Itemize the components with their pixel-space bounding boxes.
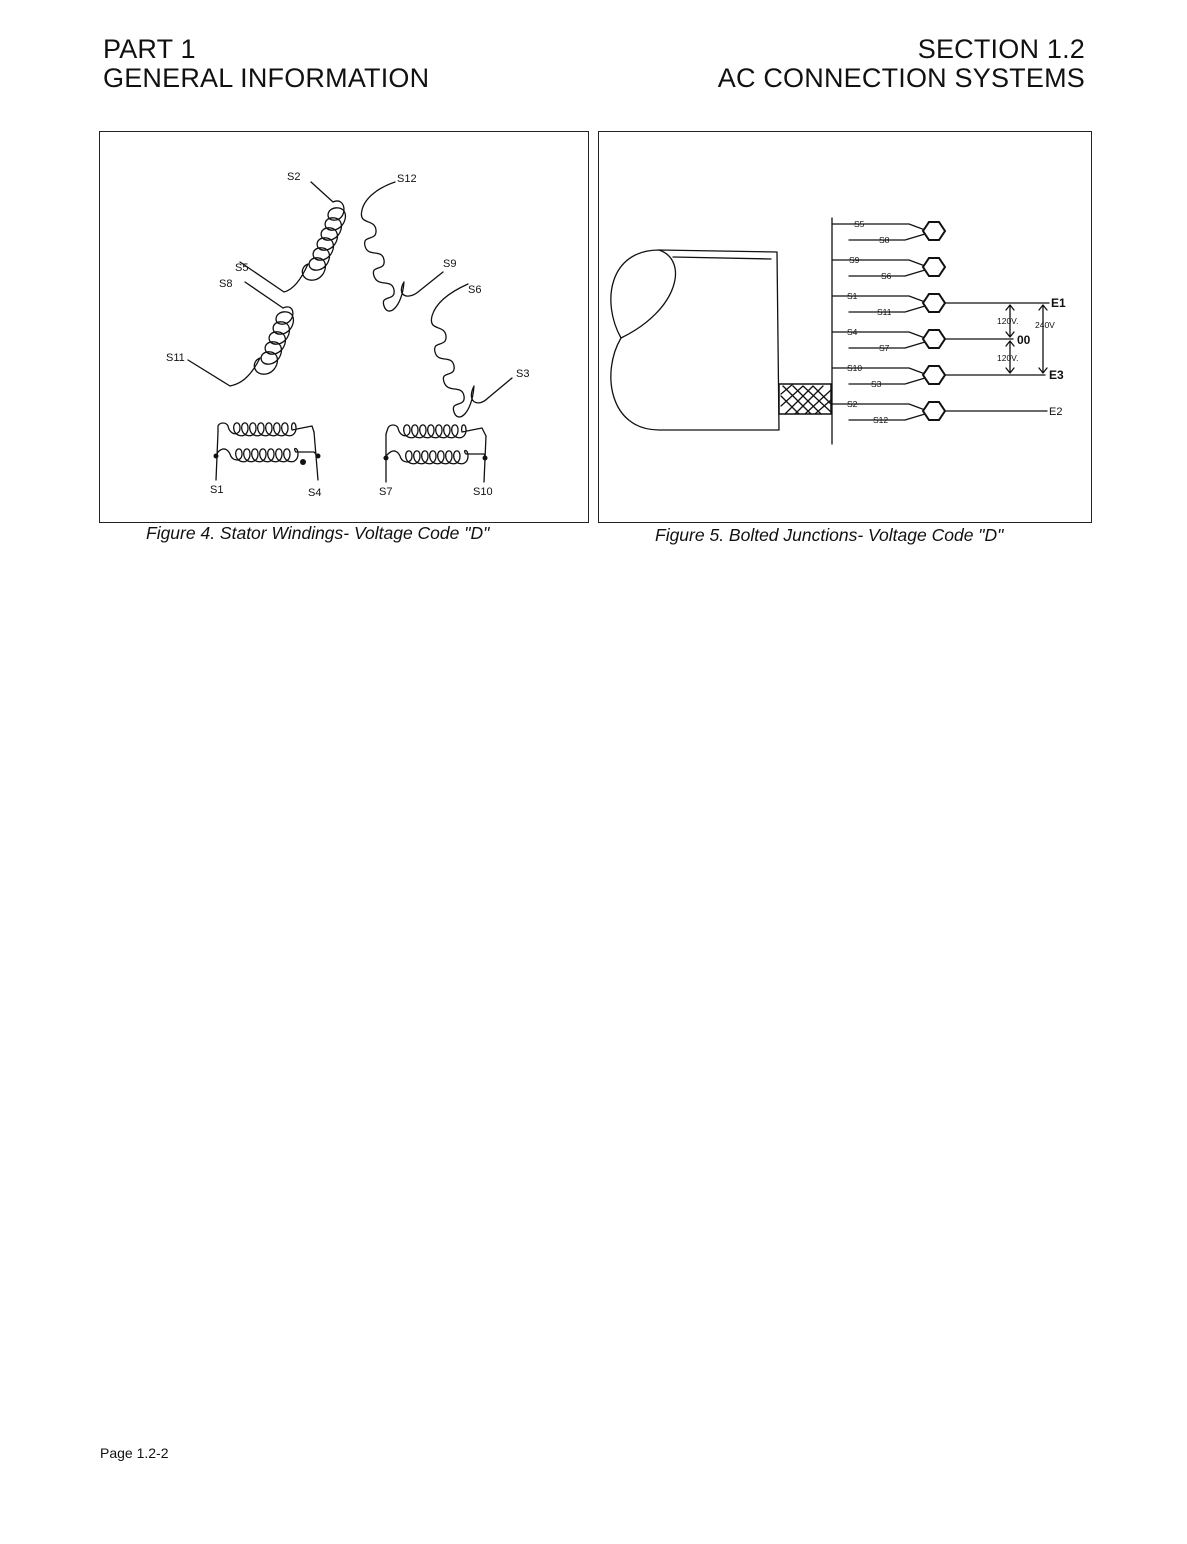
bolt-6 bbox=[923, 402, 945, 420]
bolt-4 bbox=[923, 330, 945, 348]
part-title: GENERAL INFORMATION bbox=[103, 63, 430, 93]
figure-4-stator-windings bbox=[99, 131, 589, 523]
label-s3: S3 bbox=[516, 368, 530, 380]
winding-s7-s10-top bbox=[386, 425, 486, 438]
junction-dot bbox=[316, 454, 321, 459]
winding-s12-s9 bbox=[361, 182, 443, 311]
lead-label-s8: S8 bbox=[879, 235, 890, 245]
header-section bbox=[718, 35, 1085, 93]
lead-label-s3: S3 bbox=[871, 379, 882, 389]
page-number: Page 1.2-2 bbox=[100, 1445, 169, 1461]
lead-label-s5: S5 bbox=[854, 219, 865, 229]
label-s6: S6 bbox=[468, 284, 482, 296]
voltage-240v: 240V bbox=[1035, 320, 1055, 330]
bolted-junctions-diagram bbox=[599, 132, 1093, 524]
winding-s7-s10-bottom bbox=[384, 451, 486, 464]
label-s4: S4 bbox=[308, 487, 322, 499]
winding-s8-s11 bbox=[188, 282, 293, 386]
lead-label-s6: S6 bbox=[881, 271, 892, 281]
voltage-120v-upper: 120V. bbox=[997, 316, 1019, 326]
housing-highlight bbox=[673, 257, 771, 259]
section-number: SECTION 1.2 bbox=[917, 34, 1085, 64]
section-title: AC CONNECTION SYSTEMS bbox=[717, 63, 1085, 93]
stator-windings-diagram bbox=[100, 132, 590, 524]
bolt-1 bbox=[923, 222, 945, 240]
lead-label-s12: S12 bbox=[873, 415, 889, 425]
bolt-2 bbox=[923, 258, 945, 276]
junction-dot bbox=[214, 454, 219, 459]
label-s8: S8 bbox=[219, 278, 233, 290]
header-part bbox=[103, 35, 429, 93]
arrow-240v bbox=[1039, 305, 1047, 373]
label-s9: S9 bbox=[443, 258, 457, 270]
lead-label-s2: S2 bbox=[847, 399, 858, 409]
lead-label-s11: S11 bbox=[877, 307, 892, 317]
part-number: PART 1 bbox=[103, 34, 196, 64]
bolt-3 bbox=[923, 294, 945, 312]
label-s11: S11 bbox=[166, 352, 185, 364]
figure-5-caption: Figure 5. Bolted Junctions- Voltage Code "D" bbox=[655, 525, 1004, 545]
lead-label-s9: S9 bbox=[849, 255, 860, 265]
label-s5: S5 bbox=[235, 262, 249, 274]
winding-s6-s3 bbox=[431, 284, 512, 417]
label-s12: S12 bbox=[397, 173, 417, 185]
lead-label-s7: S7 bbox=[879, 343, 890, 353]
bolt-5 bbox=[923, 366, 945, 384]
figure-4-caption: Figure 4. Stator Windings- Voltage Code "D" bbox=[146, 523, 490, 543]
lead-label-s10: S10 bbox=[847, 363, 863, 373]
terminal-e2: E2 bbox=[1049, 406, 1063, 418]
winding-s1-s4-top bbox=[218, 423, 314, 436]
winding-s2-s5 bbox=[240, 182, 345, 292]
junction-dot bbox=[300, 459, 306, 465]
label-s1: S1 bbox=[210, 484, 224, 496]
generator-housing bbox=[611, 250, 779, 430]
label-s7: S7 bbox=[379, 486, 393, 498]
generator-end-curve bbox=[621, 250, 675, 338]
voltage-120v-lower: 120V. bbox=[997, 353, 1019, 363]
label-s10: S10 bbox=[473, 486, 493, 498]
terminal-e1: E1 bbox=[1051, 296, 1066, 310]
terminal-e3: E3 bbox=[1049, 368, 1064, 382]
label-s2: S2 bbox=[287, 171, 301, 183]
lead-label-s4: S4 bbox=[847, 327, 858, 337]
junction-dot bbox=[384, 456, 389, 461]
junction-dot bbox=[483, 456, 488, 461]
lead-label-s1: S1 bbox=[847, 291, 858, 301]
neutral-label: 00 bbox=[1017, 333, 1031, 347]
figure-5-bolted-junctions bbox=[598, 131, 1092, 523]
